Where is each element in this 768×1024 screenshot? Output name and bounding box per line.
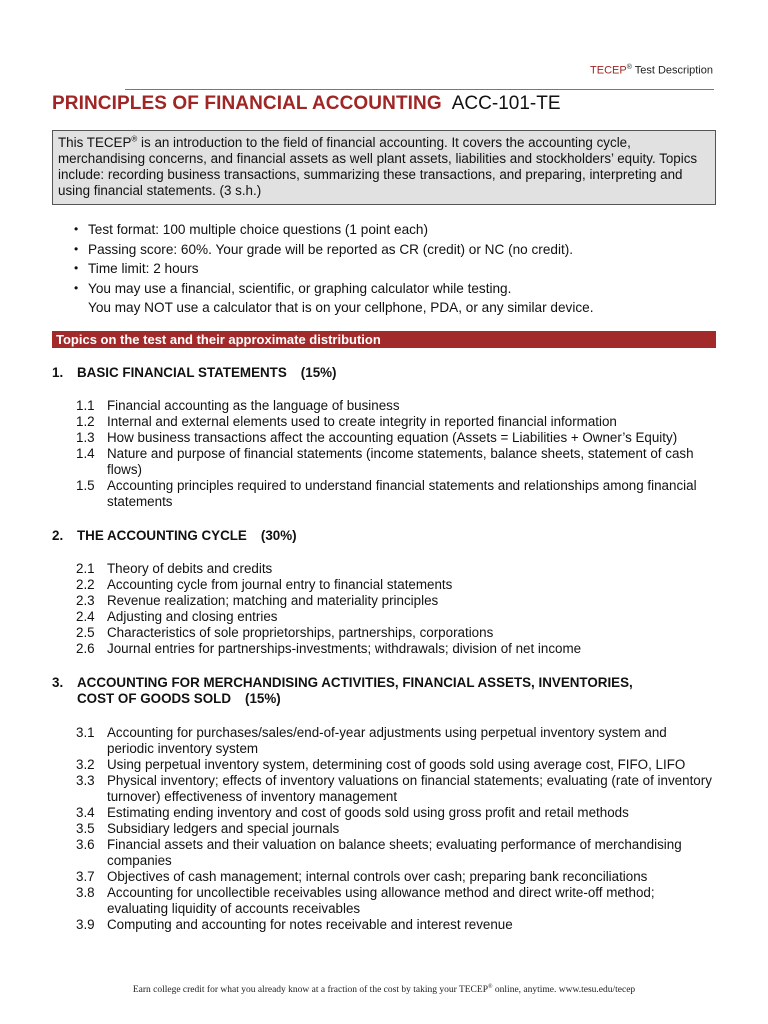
topic-percent: (15%): [245, 691, 281, 706]
topic-heading: [52, 365, 337, 381]
header-reg-mark: ®: [626, 64, 632, 71]
topic-item: 3.6 Financial assets and their valuation on balance sheets; evaluating performance of merchandising companies: [76, 837, 682, 868]
topic-item: 3.5 Subsidiary ledgers and special journals: [76, 821, 340, 836]
topic-title-line2: COST OF GOODS SOLD: [77, 691, 231, 706]
footer-text: Earn college credit for what you already know at a fraction of the cost by taking your TECEP: [132, 985, 488, 996]
page-footer: [0, 984, 768, 995]
intro-reg-mark: ®: [131, 134, 138, 144]
footer-reg-mark: ®: [487, 984, 493, 990]
topic-item: 1.4 Nature and purpose of financial statements (income statements, balance sheets, statement of cash flows): [76, 446, 694, 477]
page-title: [52, 93, 561, 115]
test-info-item: • Passing score: 60%. Your grade will be reported as CR (credit) or NC (no credit).: [74, 240, 593, 260]
topic-item: 3.7 Objectives of cash management; internal controls over cash; preparing bank reconciliations: [76, 869, 648, 884]
topic-title: ACCOUNTING FOR MERCHANDISING ACTIVITIES, FINANCIAL ASSETS, INVENTORIES,: [77, 675, 633, 690]
topic-heading: [52, 528, 297, 544]
bullet-icon: •: [74, 280, 79, 295]
topic-item: 3.9 Computing and accounting for notes receivable and interest revenue: [76, 917, 513, 932]
topic-item: 3.3 Physical inventory; effects of inventory valuations on financial statements; evaluating (rate of inventory turnover) effectiveness of inventory management: [76, 773, 712, 804]
intro-lead: This TECEP: [58, 135, 132, 150]
topic-item: 1.5 Accounting principles required to understand financial statements and relationships among financial statements: [76, 478, 697, 509]
topic-item: 2.6 Journal entries for partnerships-investments; withdrawals; division of net income: [76, 641, 582, 656]
topic-item: 2.3 Revenue realization; matching and materiality principles: [76, 593, 439, 608]
intro-text: is an introduction to the field of financial accounting. It covers the accounting cycle, merchandising concerns, and financial assets as well plant assets, liabilities and stockholders’ equity. Topics include: recording business transactions, summarizing these transactions, and preparing, interpreting and using financial statements. (3 s.h.): [58, 135, 698, 198]
header-divider: [125, 89, 714, 90]
section-heading: Topics on the test and their approximate distribution: [52, 331, 716, 348]
topic-item: 2.5 Characteristics of sole proprietorships, partnerships, corporations: [76, 625, 494, 640]
page-header: [590, 64, 713, 77]
topic-items: [76, 725, 716, 933]
test-info-item: • You may use a financial, scientific, or graphing calculator while testing.: [74, 279, 593, 299]
topic-item: 1.3 How business transactions affect the accounting equation (Assets = Liabilities + Owner’s Equity): [76, 430, 678, 445]
topic-item: 3.4 Estimating ending inventory and cost of goods sold using gross profit and retail methods: [76, 805, 629, 820]
topic-item: 3.2 Using perpetual inventory system, determining cost of goods sold using average cost, FIFO, LIFO: [76, 757, 686, 772]
topic-percent: (15%): [300, 365, 337, 380]
topic-items: [76, 561, 716, 657]
test-info-list: [74, 220, 593, 317]
topic-title: BASIC FINANCIAL STATEMENTS: [77, 365, 287, 380]
topic-item: 1.2 Internal and external elements used to create integrity in reported financial information: [76, 414, 617, 429]
topic-number: 2.: [52, 528, 64, 543]
topic-percent: (30%): [260, 528, 297, 543]
course-code: ACC-101-TE: [451, 93, 561, 114]
topic-number: 1.: [52, 365, 64, 380]
course-description-box: [52, 130, 716, 205]
header-label: Test Description: [634, 64, 713, 77]
bullet-icon: •: [74, 241, 79, 256]
topic-number: 3.: [52, 675, 64, 690]
bullet-icon: •: [74, 222, 79, 236]
test-info-note: You may NOT use a calculator that is on your cellphone, PDA, or any similar device.: [88, 300, 594, 316]
topic-heading: [52, 675, 633, 707]
test-info-item: • Test format: 100 multiple choice questions (1 point each): [74, 220, 593, 240]
topic-item: 2.1 Theory of debits and credits: [76, 561, 273, 576]
topic-item: 1.1 Financial accounting as the language of business: [76, 398, 400, 413]
topic-item: 2.2 Accounting cycle from journal entry to financial statements: [76, 577, 453, 592]
test-info-item: • Time limit: 2 hours: [74, 259, 593, 279]
topic-items: [76, 398, 716, 510]
topic-title: THE ACCOUNTING CYCLE: [77, 528, 247, 543]
topic-item: 2.4 Adjusting and closing entries: [76, 609, 278, 624]
bullet-icon: •: [74, 261, 79, 276]
topic-item: 3.1 Accounting for purchases/sales/end-of-year adjustments using perpetual inventory system and periodic inventory system: [76, 725, 667, 756]
footer-link-text: online, anytime. www.tesu.edu/tecep: [492, 985, 636, 996]
course-title: PRINCIPLES OF FINANCIAL ACCOUNTING: [52, 93, 442, 114]
topic-item: 3.8 Accounting for uncollectible receivables using allowance method and direct write-off method; evaluating liquidity of accounts receivables: [76, 885, 655, 916]
header-brand: TECEP: [590, 64, 627, 77]
